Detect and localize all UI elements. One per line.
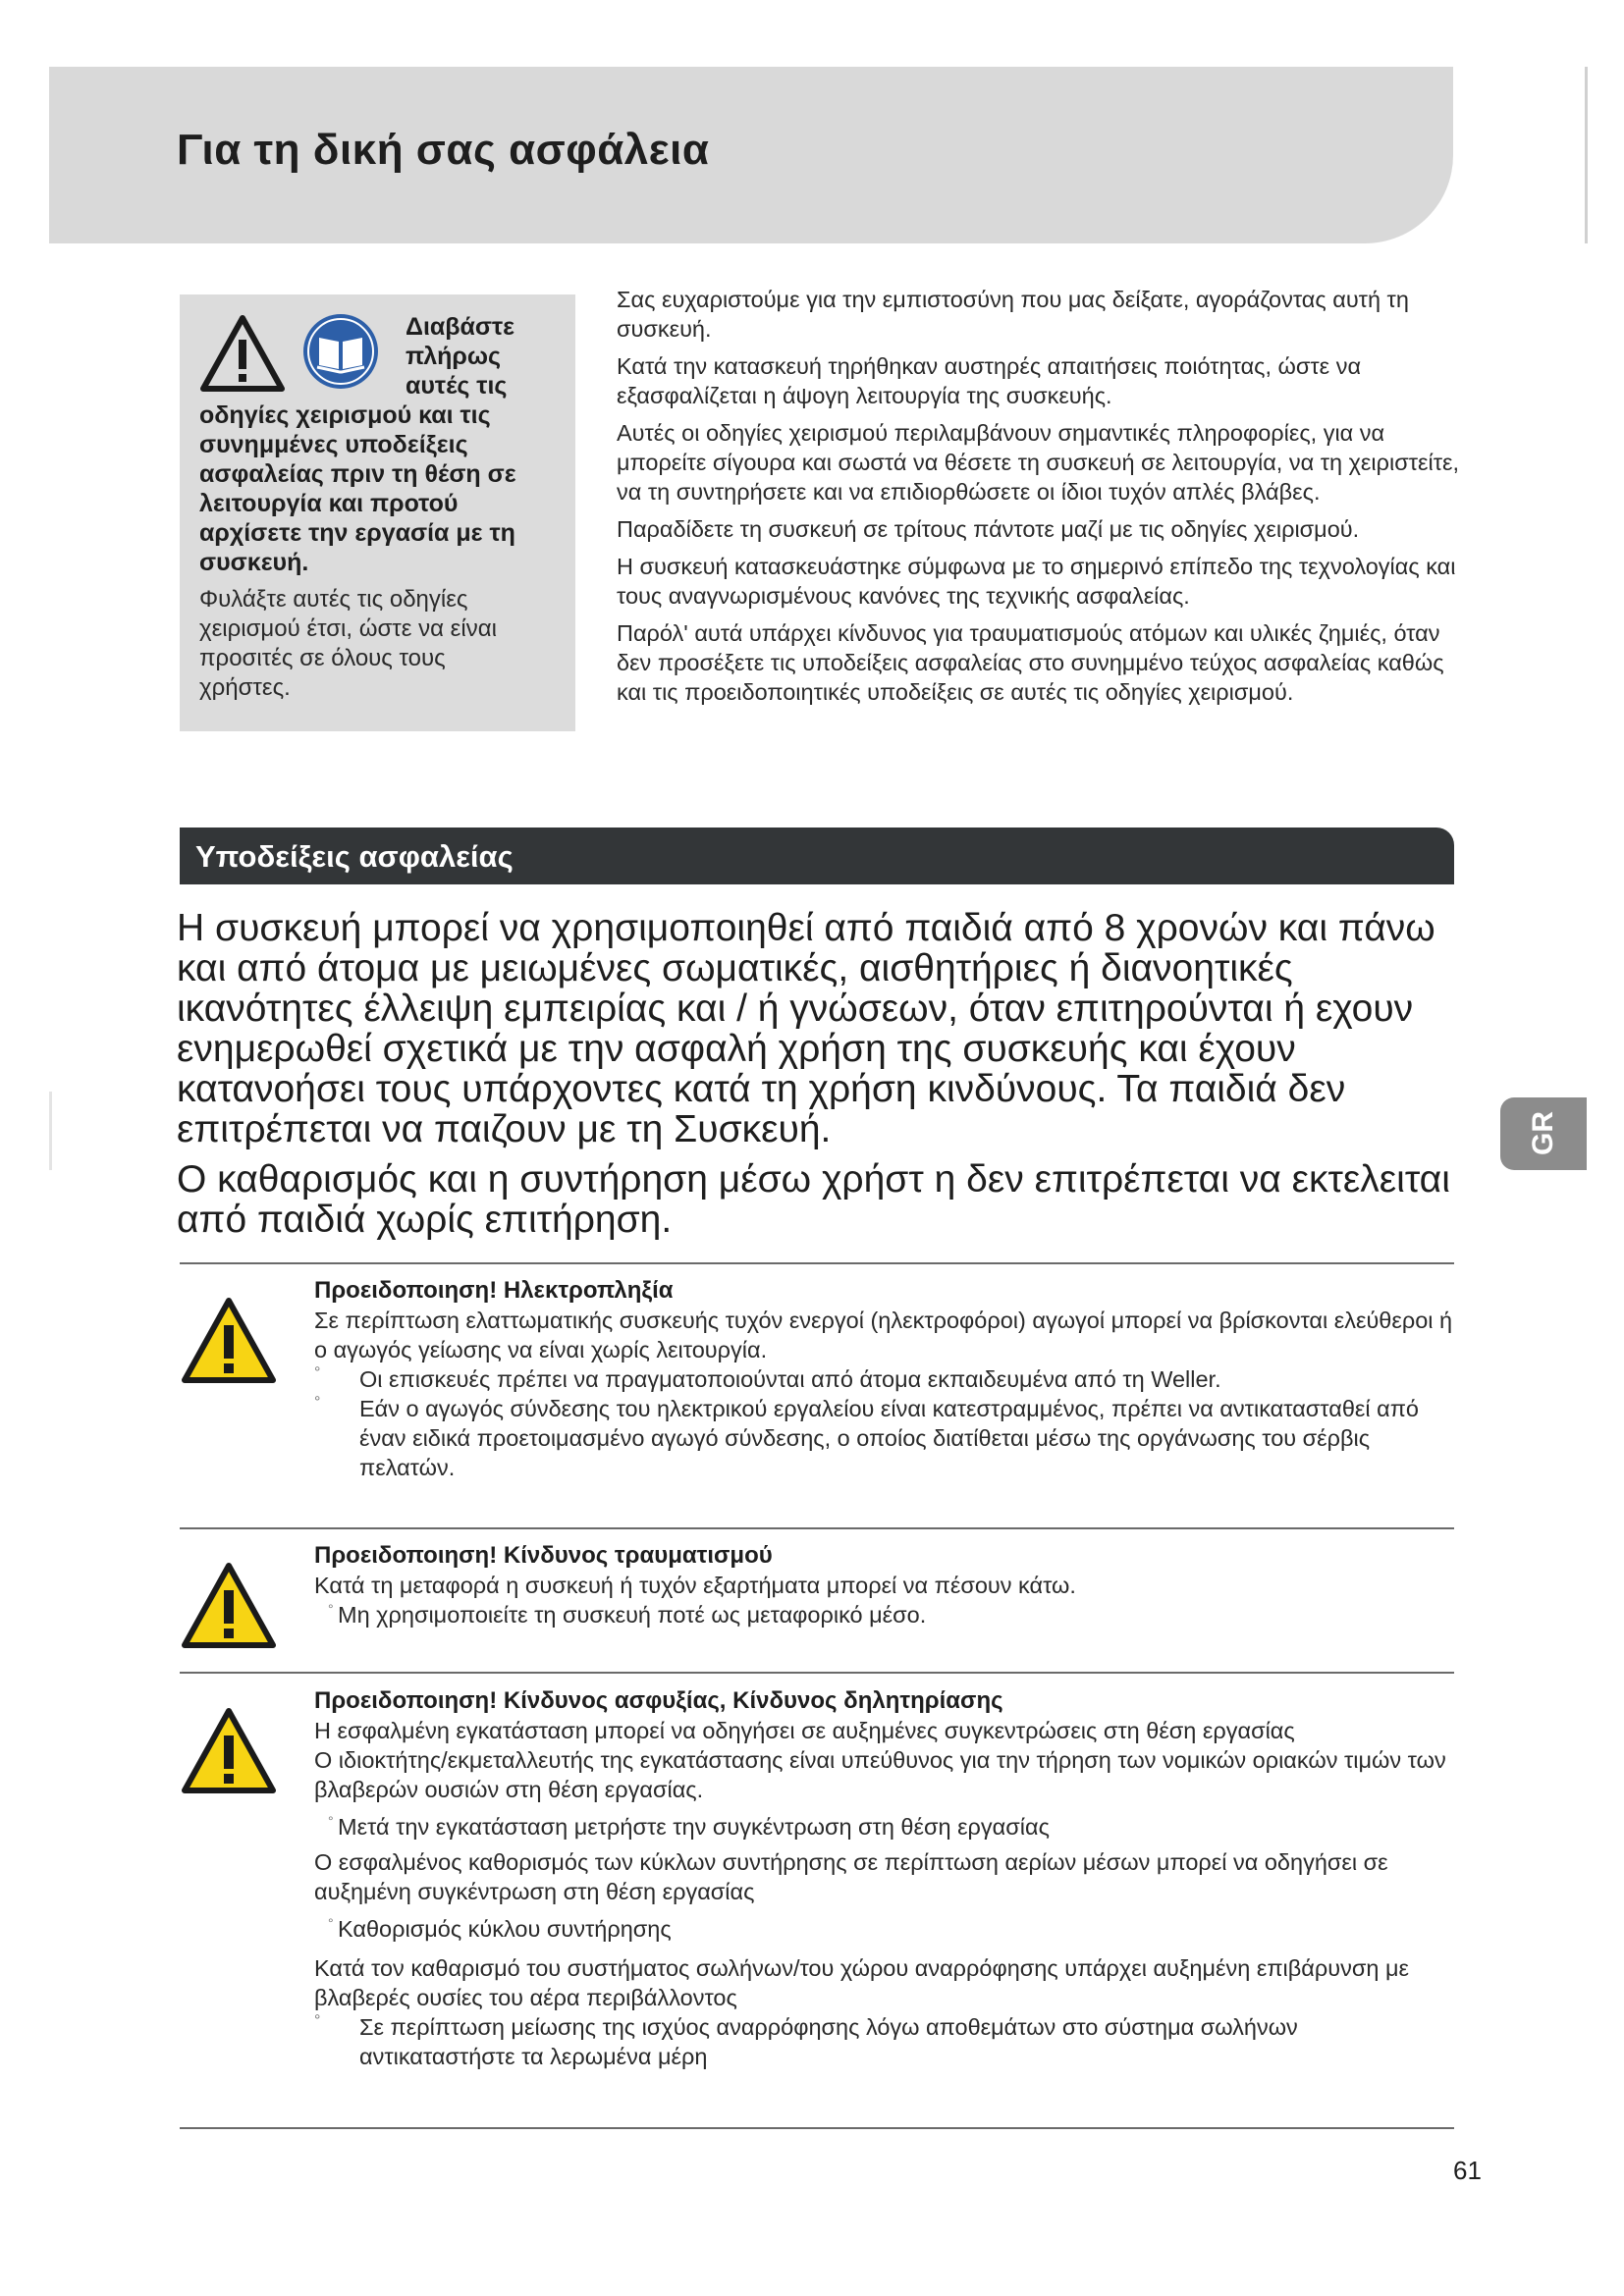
warning-bullet: ° Οι επισκευές πρέπει να πραγματοποιούνται από άτομα εκπαιδευμένα από τη Weller.: [314, 1364, 1453, 1394]
warning-title: Προειδοποιηση! Κίνδυνος τραυματισμού: [314, 1542, 773, 1569]
language-tab-label: GR: [1527, 1111, 1559, 1155]
warning-title: Προειδοποιηση! Κίνδυνος ασφυξίας, Κίνδυνος δηλητηρίασης: [314, 1687, 1003, 1714]
intro-paragraph: Η συσκευή κατασκευάστηκε σύμφωνα με το σημερινό επίπεδο της τεχνολογίας και τους αναγνωρισμένους κανόνες της τεχνικής ασφαλείας.: [617, 554, 1456, 609]
read-instructions-notice: [180, 294, 575, 731]
notice-line: Διαβάστε: [406, 313, 515, 341]
safety-paragraph: Ο καθαρισμός και η συντήρηση μέσω χρήστ η δεν επιτρέπεται να εκτελειται από παιδιά χωρίς επιτήρηση.: [177, 1158, 1450, 1241]
warning-triangle-icon: [180, 1561, 278, 1651]
warning-instruction: ° Καθορισμός κύκλου συντήρησης: [314, 1914, 1453, 1944]
safety-statement: [177, 908, 1463, 1250]
warning-injury: [180, 1541, 1454, 1649]
notice-line: οδηγίες χειρισμού και τις: [199, 401, 491, 429]
intro-paragraph: Παρόλ' αυτά υπάρχει κίνδυνος για τραυματισμούς ατόμων και υλικές ζημιές, όταν δεν προσέξετε τις υποδείξεις ασφαλείας στο συνημμένο τεύχος ασφαλείας καθώς και τις προειδοποιητικές υποδείξεις σε αυτές τις οδηγίες χειρισμού.: [617, 620, 1444, 705]
warning-triangle-icon: [180, 1296, 278, 1386]
warning-bullet: ° Σε περίπτωση μείωσης της ισχύος αναρρόφησης λόγω αποθεμάτων στο σύστημα σωλήνων αντικαταστήστε τα λερωμένα μέρη: [314, 2012, 1453, 2071]
warning-bullet: ° Εάν ο αγωγός σύνδεσης του ηλεκτρικού εργαλείου είναι κατεστραμμένος, πρέπει να αντικατασταθεί από έναν ειδικά προετοιμασμένο αγωγό σύνδεσης, ο οποίος διατίθεται μέσω της οργάνωσης του σέρβις πελατών.: [314, 1394, 1453, 1482]
notice-line: χρήστες.: [199, 674, 291, 701]
warning-text: Ο εσφαλμένος καθορισμός των κύκλων συντήρησης σε περίπτωση αερίων μέσων μπορεί να οδηγήσει σε αυξημένη συγκέντρωση στη θέση εργασίας: [314, 1849, 1388, 1904]
divider: [180, 1262, 1454, 1264]
notice-line: χειρισμού έτσι, ώστε να είναι: [199, 615, 497, 642]
divider: [180, 1672, 1454, 1674]
intro-paragraph: Σας ευχαριστούμε για την εμπιστοσύνη που μας δείξατε, αγοράζοντας αυτή τη συσκευή.: [617, 287, 1409, 342]
warning-instruction: ° Μετά την εγκατάσταση μετρήστε την συγκέντρωση στη θέση εργασίας: [314, 1812, 1453, 1842]
intro-paragraph: Κατά την κατασκευή τηρήθηκαν αυστηρές απαιτήσεις ποιότητας, ώστε να εξασφαλίζεται η άψογη λειτουργία της συσκευής.: [617, 353, 1362, 408]
warning-text: Ο ιδιοκτήτης/εκμεταλλευτής της εγκατάστασης είναι υπεύθυνος για την τήρηση των νομικών οριακών τιμών των βλαβερών ουσιών στη θέση εργασίας.: [314, 1747, 1446, 1802]
intro-text: [617, 285, 1461, 715]
warning-text: Κατά τη μεταφορά η συσκευή ή τυχόν εξαρτήματα μπορεί να πέσουν κάτω.: [314, 1573, 1076, 1598]
section-heading-text: Υποδείξεις ασφαλείας: [195, 839, 514, 874]
divider: [180, 2127, 1454, 2129]
intro-paragraph: Παραδίδετε τη συσκευή σε τρίτους πάντοτε μαζί με τις οδηγίες χειρισμού.: [617, 516, 1360, 542]
divider: [180, 1527, 1454, 1529]
warning-instruction: ° Μη χρησιμοποιείτε τη συσκευή ποτέ ως μεταφορικό μέσο.: [314, 1600, 1453, 1629]
page-number: 61: [1453, 2156, 1482, 2185]
notice-line: λειτουργία και προτού: [199, 490, 459, 517]
notice-line: αρχίσετε την εργασία με τη: [199, 519, 515, 547]
page-title: Για τη δική σας ασφάλεια: [177, 126, 710, 174]
notice-line: ασφαλείας πριν τη θέση σε: [199, 460, 516, 488]
safety-section-heading: [180, 828, 1454, 884]
warning-text: Κατά τον καθαρισμό του συστήματος σωλήνων/του χώρου αναρρόφησης υπάρχει αυξημένη επιβάρυνση με βλαβερές ουσίες του αέρα περιβάλλοντος: [314, 1955, 1409, 2010]
language-tab-gr: [1500, 1097, 1587, 1170]
margin-rule: [1585, 67, 1588, 243]
warning-triangle-icon: [180, 1706, 278, 1796]
notice-bold-text: [199, 312, 563, 577]
notice-line: συσκευή.: [199, 549, 309, 576]
notice-line: αυτές τις: [406, 372, 508, 400]
notice-line: Φυλάξτε αυτές τις οδηγίες: [199, 586, 468, 613]
notice-line: συνημμένες υποδείξεις: [199, 431, 468, 458]
notice-line: πλήρως: [406, 343, 501, 370]
safety-paragraph: Η συσκευή μπορεί να χρησιμοποιηθεί από παιδιά από 8 χρονών και πάνω και από άτομα με μειωμένες σωματικές, αισθητήριες ή διανοητικές ικανότητες έλλειψη εμπειρίας και / ή γνώσεων, όταν επιτηρούνται ή εχουν ενημερωθεί σχετικά με την ασφαλή χρήση της συσκευής και έχουν κατανοήσει τους υπάρχοντες κατά τη χρήση κινδύνους. Τα παιδιά δεν επιτρέπεται να παιζουν με τη Συσκευή.: [177, 907, 1435, 1150]
notice-line: προσιτές σε όλους τους: [199, 645, 446, 671]
warning-title: Προειδοποιηση! Ηλεκτροπληξία: [314, 1277, 674, 1304]
intro-paragraph: Αυτές οι οδηγίες χειρισμού περιλαμβάνουν σημαντικές πληροφορίες, για να μπορείτε σίγουρα και σωστά να θέσετε τη συσκευή σε λειτουργία, να τη χειριστείτε, να τη συντηρήσετε και να επιδιορθώσετε οι ίδιοι τυχόν απλές βλάβες.: [617, 420, 1459, 505]
warning-asphyxiation-poisoning: [180, 1686, 1454, 2118]
warning-text: Σε περίπτωση ελαττωματικής συσκευής τυχόν ενεργοί (ηλεκτροφόροι) αγωγοί μπορεί να βρίσκονται ελεύθεροι ή ο αγωγός γείωσης να είναι χωρίς λειτουργία.: [314, 1308, 1453, 1362]
warning-text: Η εσφαλμένη εγκατάσταση μπορεί να οδηγήσει σε αυξημένες συγκεντρώσεις στη θέση εργασίας: [314, 1718, 1295, 1743]
warning-electric-shock: [180, 1276, 1454, 1512]
notice-normal-text: [199, 585, 553, 703]
margin-rule-left: [49, 1092, 52, 1170]
